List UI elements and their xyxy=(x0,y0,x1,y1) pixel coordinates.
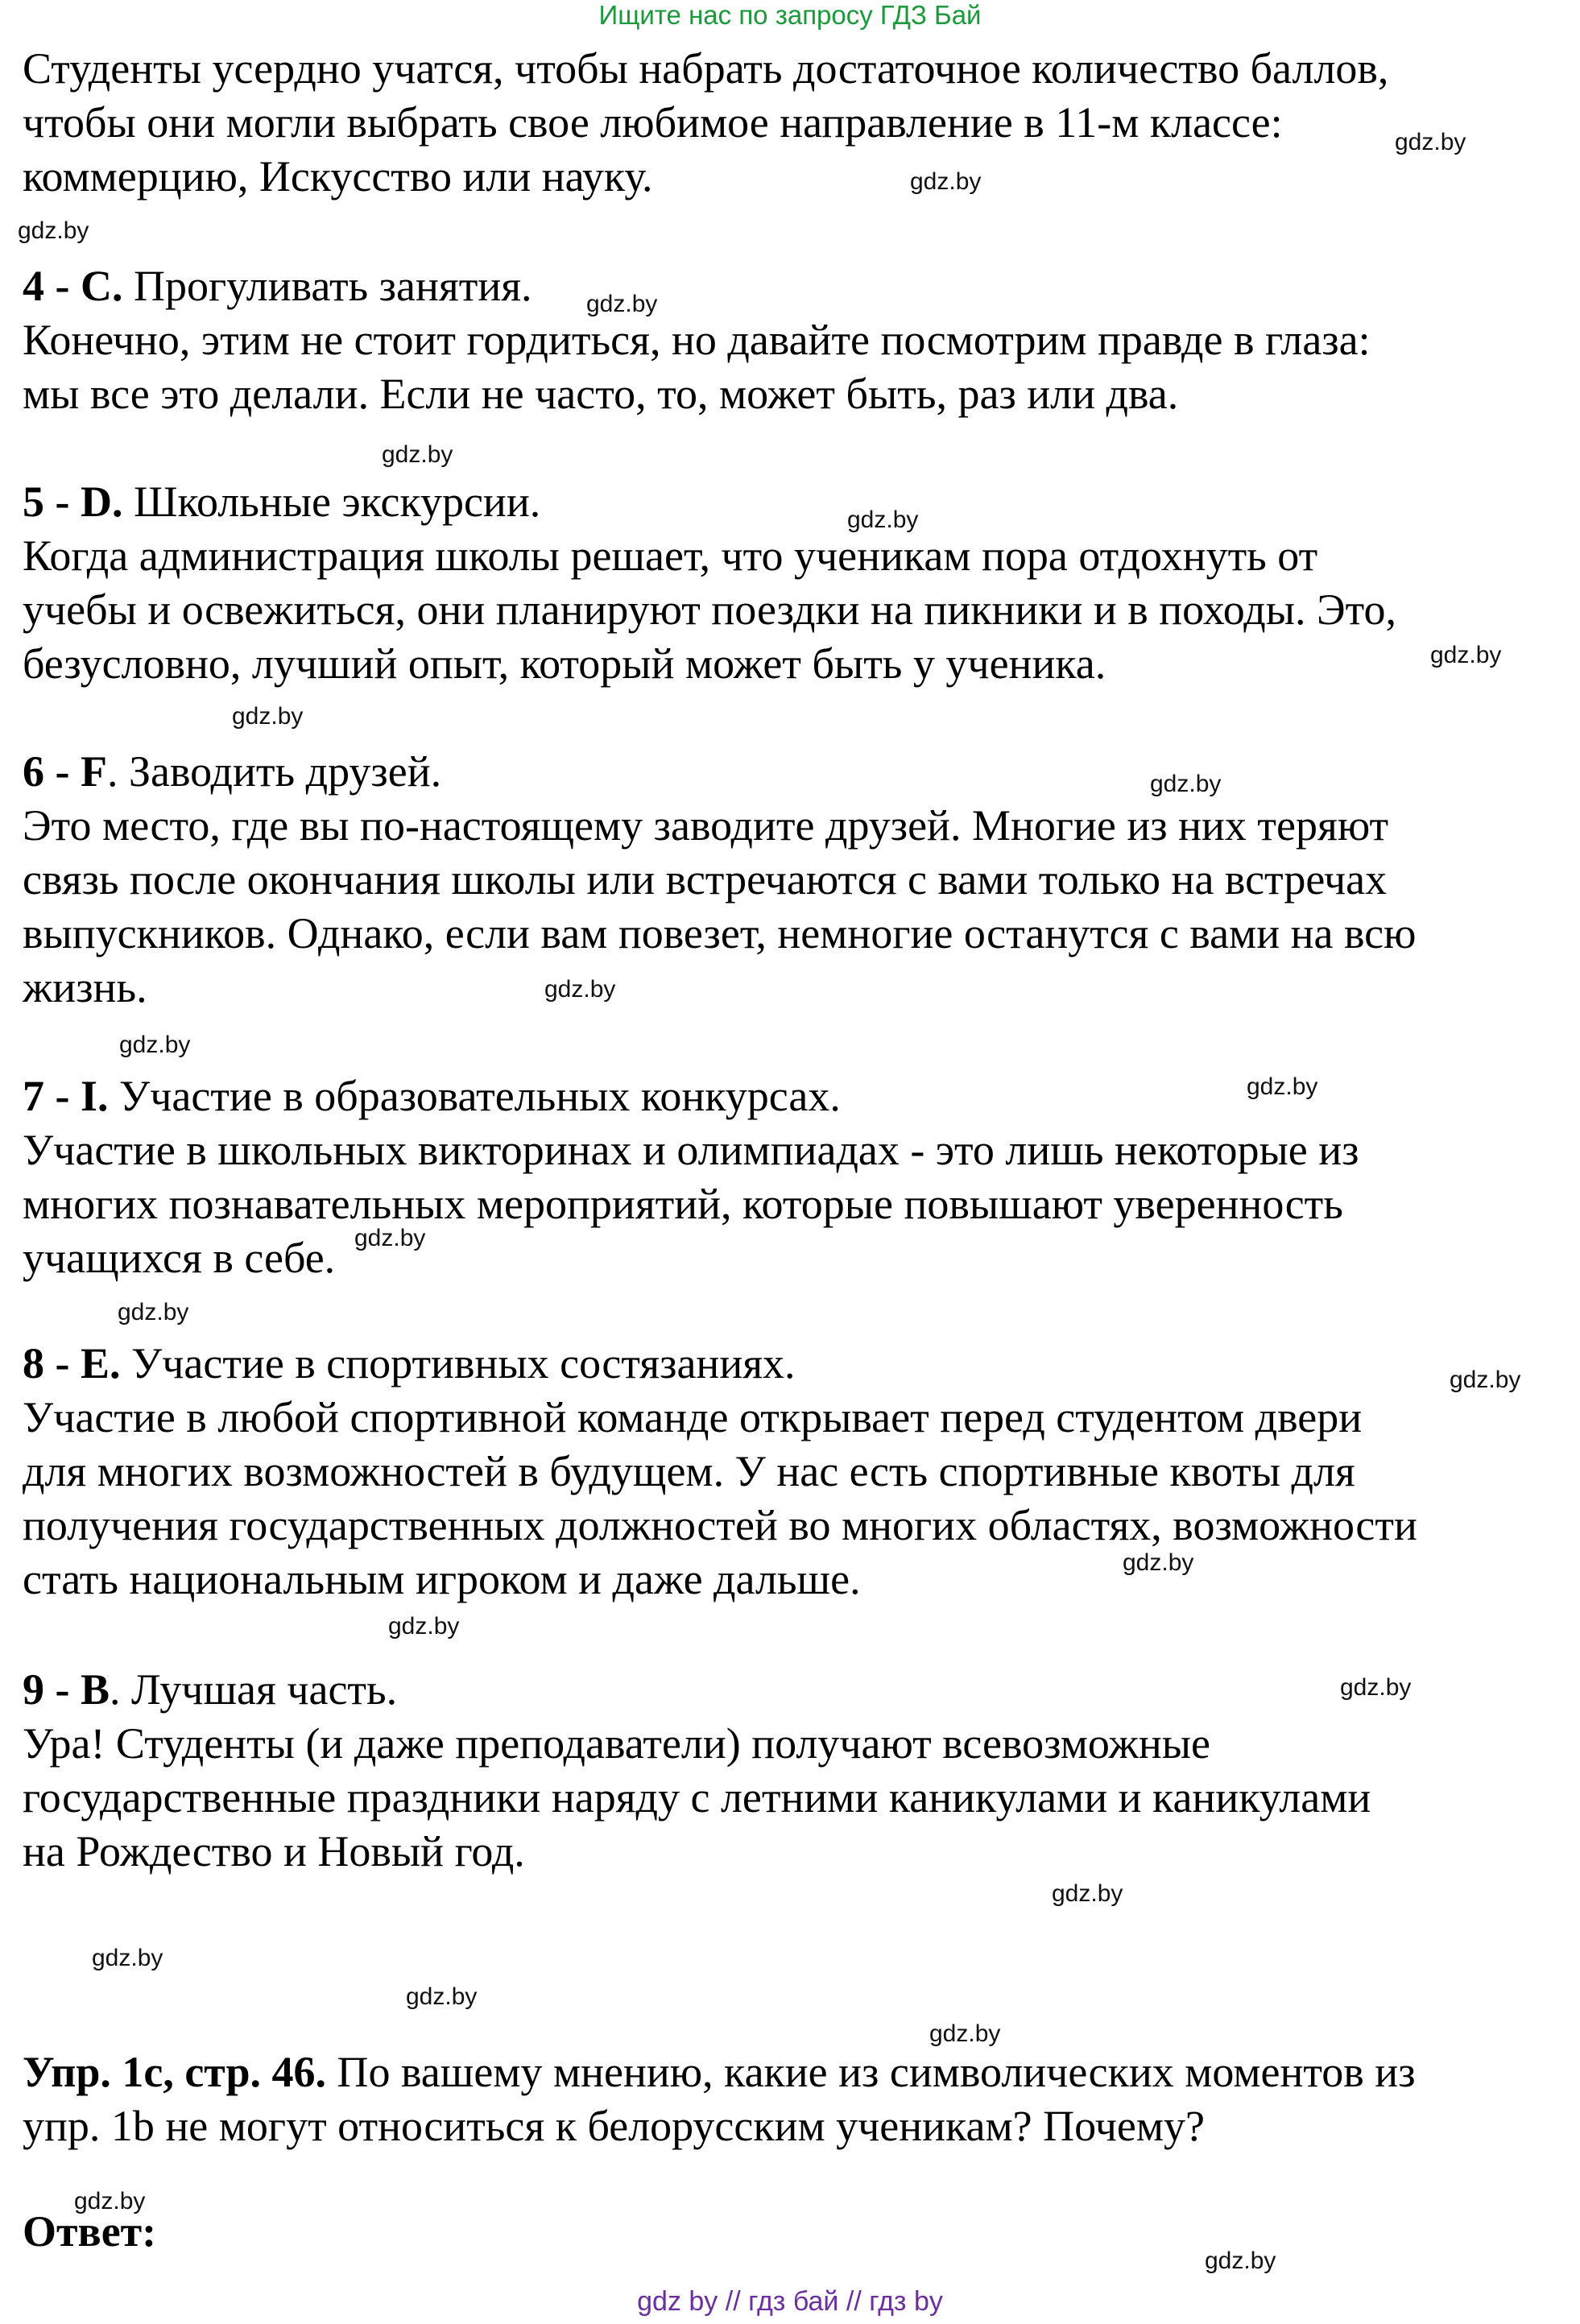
watermark: gdz.by xyxy=(1395,129,1466,155)
text-line: учащихся в себе. xyxy=(23,1234,336,1282)
watermark: gdz.by xyxy=(1430,642,1502,668)
answer-item-6 xyxy=(23,745,1553,1015)
exercise-key: Упр. 1c, стр. 46. xyxy=(23,2048,326,2096)
watermark: gdz.by xyxy=(18,217,89,244)
text-line: Студенты усердно учатся, чтобы набрать достаточное количество баллов, xyxy=(23,44,1389,93)
text-line: на Рождество и Новый год. xyxy=(23,1827,525,1875)
watermark: gdz.by xyxy=(929,2020,1001,2047)
text-line: Конечно, этим не стоит гордиться, но давайте посмотрим правде в глаза: xyxy=(23,316,1371,364)
site-footer: gdz by // гдз бай // гдз by xyxy=(637,2286,943,2317)
item-title: Участие в спортивных состязаниях. xyxy=(120,1339,796,1387)
text-line: для многих возможностей в будущем. У нас есть спортивные квоты для xyxy=(23,1447,1355,1495)
watermark: gdz.by xyxy=(118,1299,189,1325)
watermark: gdz.by xyxy=(1205,2247,1276,2274)
watermark: gdz.by xyxy=(1340,1674,1412,1701)
item-key: 6 - F xyxy=(23,747,107,796)
item-key: 5 - D. xyxy=(23,478,123,526)
answer-item-9 xyxy=(23,1663,1553,1879)
text-line: государственные праздники наряду с летними каникулами и каникулами xyxy=(23,1773,1371,1822)
watermark: gdz.by xyxy=(1247,1073,1318,1100)
text-line: Когда администрация школы решает, что ученикам пора отдохнуть от xyxy=(23,531,1318,580)
text-line: многих познавательных мероприятий, которые повышают уверенность xyxy=(23,1180,1343,1228)
item-title: Прогуливать занятия. xyxy=(122,262,532,310)
watermark: gdz.by xyxy=(1450,1367,1521,1393)
item-heading xyxy=(23,475,1553,529)
exercise-question xyxy=(23,2045,1553,2153)
item-key: 4 - C. xyxy=(23,262,123,310)
watermark: gdz.by xyxy=(119,1032,191,1058)
item-key: 9 - B xyxy=(23,1665,110,1714)
item-heading xyxy=(23,1337,1553,1391)
answer-label: Ответ: xyxy=(23,2207,157,2256)
text-line: Участие в любой спортивной команде открывает перед студентом двери xyxy=(23,1393,1363,1441)
answer-item-5 xyxy=(23,475,1553,691)
text-line: Ура! Студенты (и даже преподаватели) получают всевозможные xyxy=(23,1719,1210,1768)
text-line: коммерцию, Искусство или науку. xyxy=(23,152,653,201)
text-line: безусловно, лучший опыт, который может быть у ученика. xyxy=(23,639,1106,688)
text-line: По вашему мнению, какие из символических моментов из xyxy=(326,2048,1416,2096)
text-line: Участие в школьных викторинах и олимпиадах - это лишь некоторые из xyxy=(23,1126,1359,1174)
item-title: . Лучшая часть. xyxy=(110,1665,398,1714)
watermark: gdz.by xyxy=(92,1945,163,1971)
exercise-heading xyxy=(23,2045,1553,2099)
watermark: gdz.by xyxy=(388,1613,460,1640)
answer-item-4 xyxy=(23,259,1553,421)
text-line: Это место, где вы по-настоящему заводите друзей. Многие из них теряют xyxy=(23,801,1389,850)
item-heading xyxy=(23,259,1553,313)
answer-item-7 xyxy=(23,1069,1553,1285)
watermark: gdz.by xyxy=(382,441,453,468)
site-banner: Ищите нас по запросу ГДЗ Бай xyxy=(598,0,982,30)
item-heading xyxy=(23,1663,1553,1717)
watermark: gdz.by xyxy=(1150,771,1222,797)
item-title: Участие в образовательных конкурсах. xyxy=(108,1072,841,1120)
text-line: упр. 1b не могут относиться к белорусским ученикам? Почему? xyxy=(23,2102,1205,2150)
watermark: gdz.by xyxy=(406,1983,478,2010)
watermark: gdz.by xyxy=(1052,1880,1123,1907)
text-line: учебы и освежиться, они планируют поездки на пикники и в походы. Это, xyxy=(23,585,1397,634)
watermark: gdz.by xyxy=(1123,1549,1194,1576)
text-line: жизнь. xyxy=(23,963,147,1011)
answer-item-8 xyxy=(23,1337,1553,1607)
text-line: чтобы они могли выбрать свое любимое направление в 11-м классе: xyxy=(23,98,1283,147)
watermark: gdz.by xyxy=(232,703,304,730)
watermark: gdz.by xyxy=(544,976,616,1003)
watermark: gdz.by xyxy=(847,507,919,533)
item-title: Школьные экскурсии. xyxy=(122,478,541,526)
text-line: мы все это делали. Если не часто, то, может быть, раз или два. xyxy=(23,370,1179,418)
intro-paragraph xyxy=(23,42,1553,204)
text-line: стать национальным игроком и даже дальше. xyxy=(23,1555,861,1603)
item-heading xyxy=(23,1069,1553,1123)
item-heading xyxy=(23,745,1553,799)
item-title: . Заводить друзей. xyxy=(106,747,442,796)
watermark: gdz.by xyxy=(586,291,658,317)
text-line: получения государственных должностей во многих областях, возможности xyxy=(23,1501,1417,1549)
watermark: gdz.by xyxy=(74,2188,146,2214)
text-line: выпускников. Однако, если вам повезет, немногие останутся с вами на всю xyxy=(23,909,1417,957)
watermark: gdz.by xyxy=(910,168,982,195)
text-line: связь после окончания школы или встречаются с вами только на встречах xyxy=(23,855,1388,904)
item-key: 7 - I. xyxy=(23,1072,109,1120)
watermark: gdz.by xyxy=(354,1225,426,1251)
item-key: 8 - E. xyxy=(23,1339,121,1387)
